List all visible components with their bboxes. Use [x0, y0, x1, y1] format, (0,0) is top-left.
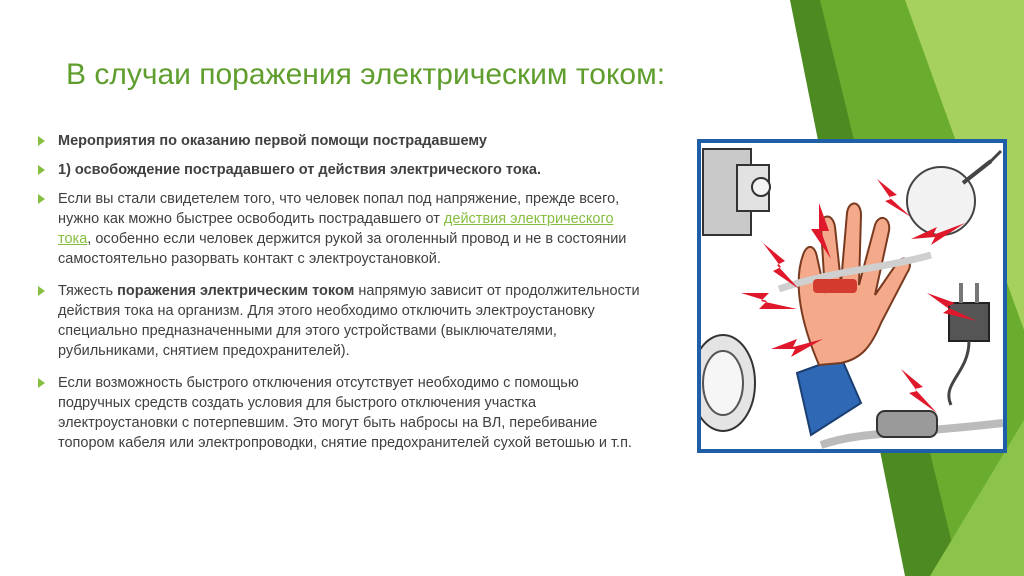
socket-icon	[703, 149, 770, 235]
triangle-bullet-icon	[38, 165, 45, 175]
bullet-text: Мероприятия по оказанию первой помощи пострадавшему	[58, 133, 487, 149]
slide-title: В случаи поражения электрическим током:	[66, 58, 666, 91]
triangle-bullet-icon	[38, 194, 45, 204]
triangle-bullet-icon	[38, 136, 45, 146]
cable-connector-icon	[821, 411, 1003, 445]
plug-icon	[949, 283, 989, 405]
electric-shock-illustration	[697, 139, 1007, 453]
light-bulb-icon	[907, 151, 1001, 235]
electric-current-link[interactable]: действия электрического тока	[58, 211, 614, 247]
bullet-witness	[38, 189, 650, 269]
bullet-first-aid-measures	[38, 131, 650, 151]
hand-icon	[779, 203, 931, 435]
bullet-text-start: Тяжесть	[58, 283, 118, 299]
bullet-text-end: , особенно если человек держится рукой за оголенный провод и не в состоянии самостоятельно разорвать контакт с электроустановкой.	[58, 231, 627, 267]
triangle-bullet-icon	[38, 286, 45, 296]
bullet-severity	[38, 281, 650, 361]
bullet-bold-phrase: поражения электрическим током	[117, 283, 355, 299]
bullet-text-end: напрямую зависит от продолжительности действия тока на организм. Для этого необходимо отключить электроустановку специально предназначенными для этого устройствами (выключателями, рубильниками, снятием предохранителей).	[58, 283, 640, 359]
bullet-list	[38, 131, 650, 465]
bullet-text-start: Если вы стали свидетелем того, что человек попал под напряжение, прежде всего, нужно как можно быстрее освободить пострадавшего от	[58, 191, 620, 227]
bullet-text: 1) освобождение пострадавшего от действия электрического тока.	[58, 162, 542, 178]
bullet-text: Если возможность быстрого отключения отсутствует необходимо с помощью подручных средств создать условия для быстрого отключения участка электроустановки с потерпевшим. Это могут быть набросы на ВЛ, перебивание топором кабеля или электропроводки, снятие предохранителей сухой ветошью и т.п.	[58, 375, 632, 451]
bullet-release-victim	[38, 160, 650, 180]
bullet-quick-disconnect	[38, 373, 650, 453]
meter-icon	[701, 335, 755, 431]
triangle-bullet-icon	[38, 378, 45, 388]
